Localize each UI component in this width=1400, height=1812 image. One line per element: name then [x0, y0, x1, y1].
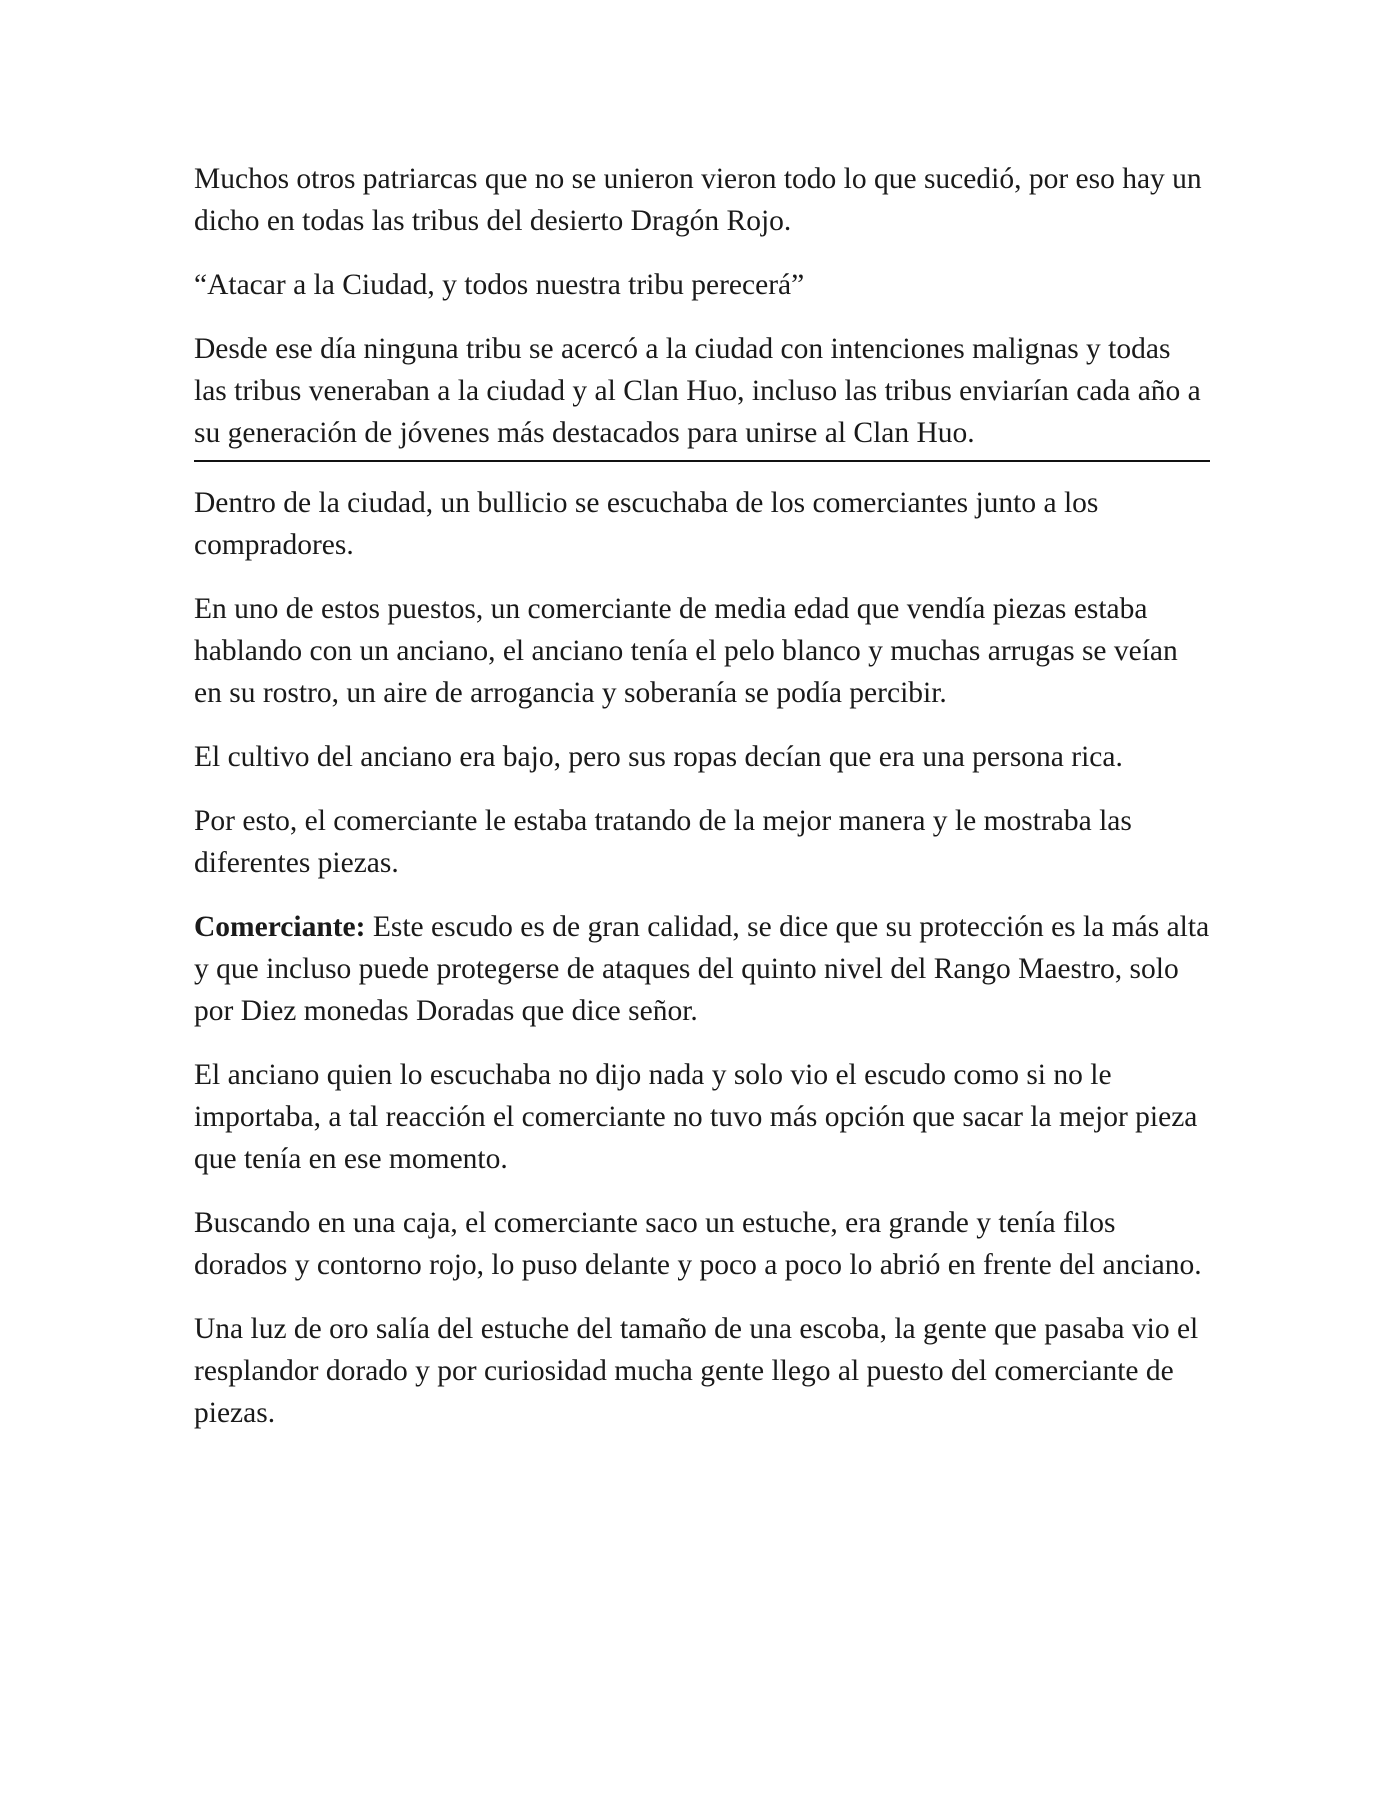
paragraph: Muchos otros patriarcas que no se unieron vieron todo lo que sucedió, por eso hay un dicho en todas las tribus del desierto Dragón Rojo.: [194, 163, 1202, 237]
paragraph: Por esto, el comerciante le estaba tratando de la mejor manera y le mostraba las diferentes piezas.: [194, 805, 1132, 879]
dialogue-text: Este escudo es de gran calidad, se dice que su protección es la más alta y que incluso puede protegerse de ataques del quinto nivel del Rango Maestro, solo por Diez monedas Doradas que dice señor.: [194, 911, 1210, 1027]
paragraph: El anciano quien lo escuchaba no dijo nada y solo vio el escudo como si no le importaba, a tal reacción el comerciante no tuvo más opción que sacar la mejor pieza que tenía en ese momento.: [194, 1059, 1198, 1175]
quote-paragraph: “Atacar a la Ciudad, y todos nuestra tribu perecerá”: [194, 269, 805, 301]
paragraph: El cultivo del anciano era bajo, pero sus ropas decían que era una persona rica.: [194, 741, 1123, 773]
paragraph: En uno de estos puestos, un comerciante de media edad que vendía piezas estaba hablando con un anciano, el anciano tenía el pelo blanco y muchas arrugas se veían en su rostro, un aire de arrogancia y soberanía se podía percibir.: [194, 593, 1178, 709]
document-body: [194, 158, 1210, 1456]
section-divider: [194, 460, 1210, 462]
paragraph: Una luz de oro salía del estuche del tamaño de una escoba, la gente que pasaba vio el resplandor dorado y por curiosidad mucha gente llego al puesto del comerciante de piezas.: [194, 1313, 1199, 1429]
dialogue-paragraph: [194, 906, 1210, 1032]
speaker-label: Comerciante:: [194, 911, 366, 943]
paragraph: Buscando en una caja, el comerciante saco un estuche, era grande y tenía filos dorados y contorno rojo, lo puso delante y poco a poco lo abrió en frente del anciano.: [194, 1207, 1202, 1281]
paragraph: Desde ese día ninguna tribu se acercó a la ciudad con intenciones malignas y todas las tribus veneraban a la ciudad y al Clan Huo, incluso las tribus enviarían cada año a su generación de jóvenes más destacados para unirse al Clan Huo.: [194, 333, 1201, 449]
paragraph: Dentro de la ciudad, un bullicio se escuchaba de los comerciantes junto a los compradores.: [194, 487, 1099, 561]
